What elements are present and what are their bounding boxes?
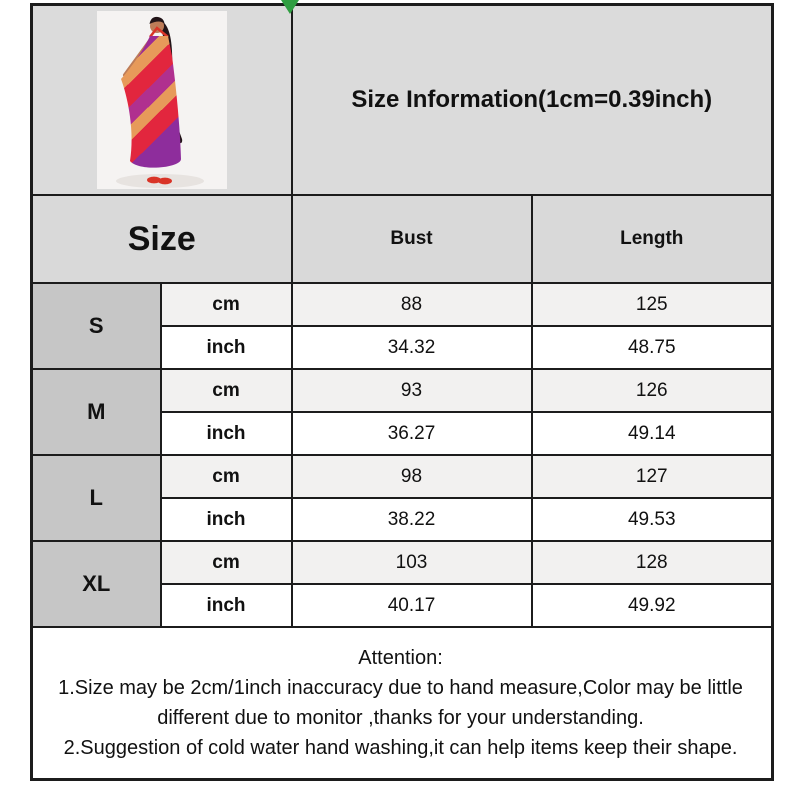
length-column-header: Length	[532, 195, 773, 283]
table-row-s-cm	[32, 283, 773, 326]
length-value: 49.14	[532, 412, 773, 455]
bust-value: 34.32	[292, 326, 532, 369]
bust-value: 88	[292, 283, 532, 326]
header-row	[32, 195, 773, 283]
unit-label-inch: inch	[161, 412, 292, 455]
bust-value: 103	[292, 541, 532, 584]
attention-notes	[32, 627, 773, 780]
attention-heading: Attention:	[358, 647, 443, 669]
attention-note-2: 2.Suggestion of cold water hand washing,it can help items keep their shape.	[63, 737, 738, 759]
page-title: Size Information(1cm=0.39inch)	[292, 5, 773, 196]
top-row	[32, 5, 773, 196]
length-value: 127	[532, 455, 773, 498]
unit-label-inch: inch	[161, 326, 292, 369]
bust-value: 38.22	[292, 498, 532, 541]
unit-label-cm: cm	[161, 283, 292, 326]
attention-row	[32, 627, 773, 780]
size-label-s: S	[32, 283, 161, 369]
product-photo-cell	[32, 5, 292, 196]
unit-label-inch: inch	[161, 584, 292, 627]
length-value: 49.53	[532, 498, 773, 541]
length-value: 49.92	[532, 584, 773, 627]
product-photo	[34, 11, 290, 189]
size-chart-table	[30, 3, 774, 781]
size-label-l: L	[32, 455, 161, 541]
length-value: 126	[532, 369, 773, 412]
size-label-xl: XL	[32, 541, 161, 627]
unit-label-inch: inch	[161, 498, 292, 541]
size-column-header: Size	[32, 195, 292, 283]
bust-value: 36.27	[292, 412, 532, 455]
bust-column-header: Bust	[292, 195, 532, 283]
size-label-m: M	[32, 369, 161, 455]
green-corner-marker-icon	[281, 0, 299, 14]
dress-photo-illustration	[97, 11, 227, 189]
table-row-xl-cm	[32, 541, 773, 584]
table-row-l-cm	[32, 455, 773, 498]
length-value: 125	[532, 283, 773, 326]
length-value: 48.75	[532, 326, 773, 369]
bust-value: 40.17	[292, 584, 532, 627]
attention-note-1: 1.Size may be 2cm/1inch inaccuracy due to hand measure,Color may be little different due to monitor ,thanks for your understanding.	[58, 677, 743, 729]
bust-value: 93	[292, 369, 532, 412]
table-row-m-cm	[32, 369, 773, 412]
unit-label-cm: cm	[161, 369, 292, 412]
unit-label-cm: cm	[161, 455, 292, 498]
unit-label-cm: cm	[161, 541, 292, 584]
length-value: 128	[532, 541, 773, 584]
bust-value: 98	[292, 455, 532, 498]
